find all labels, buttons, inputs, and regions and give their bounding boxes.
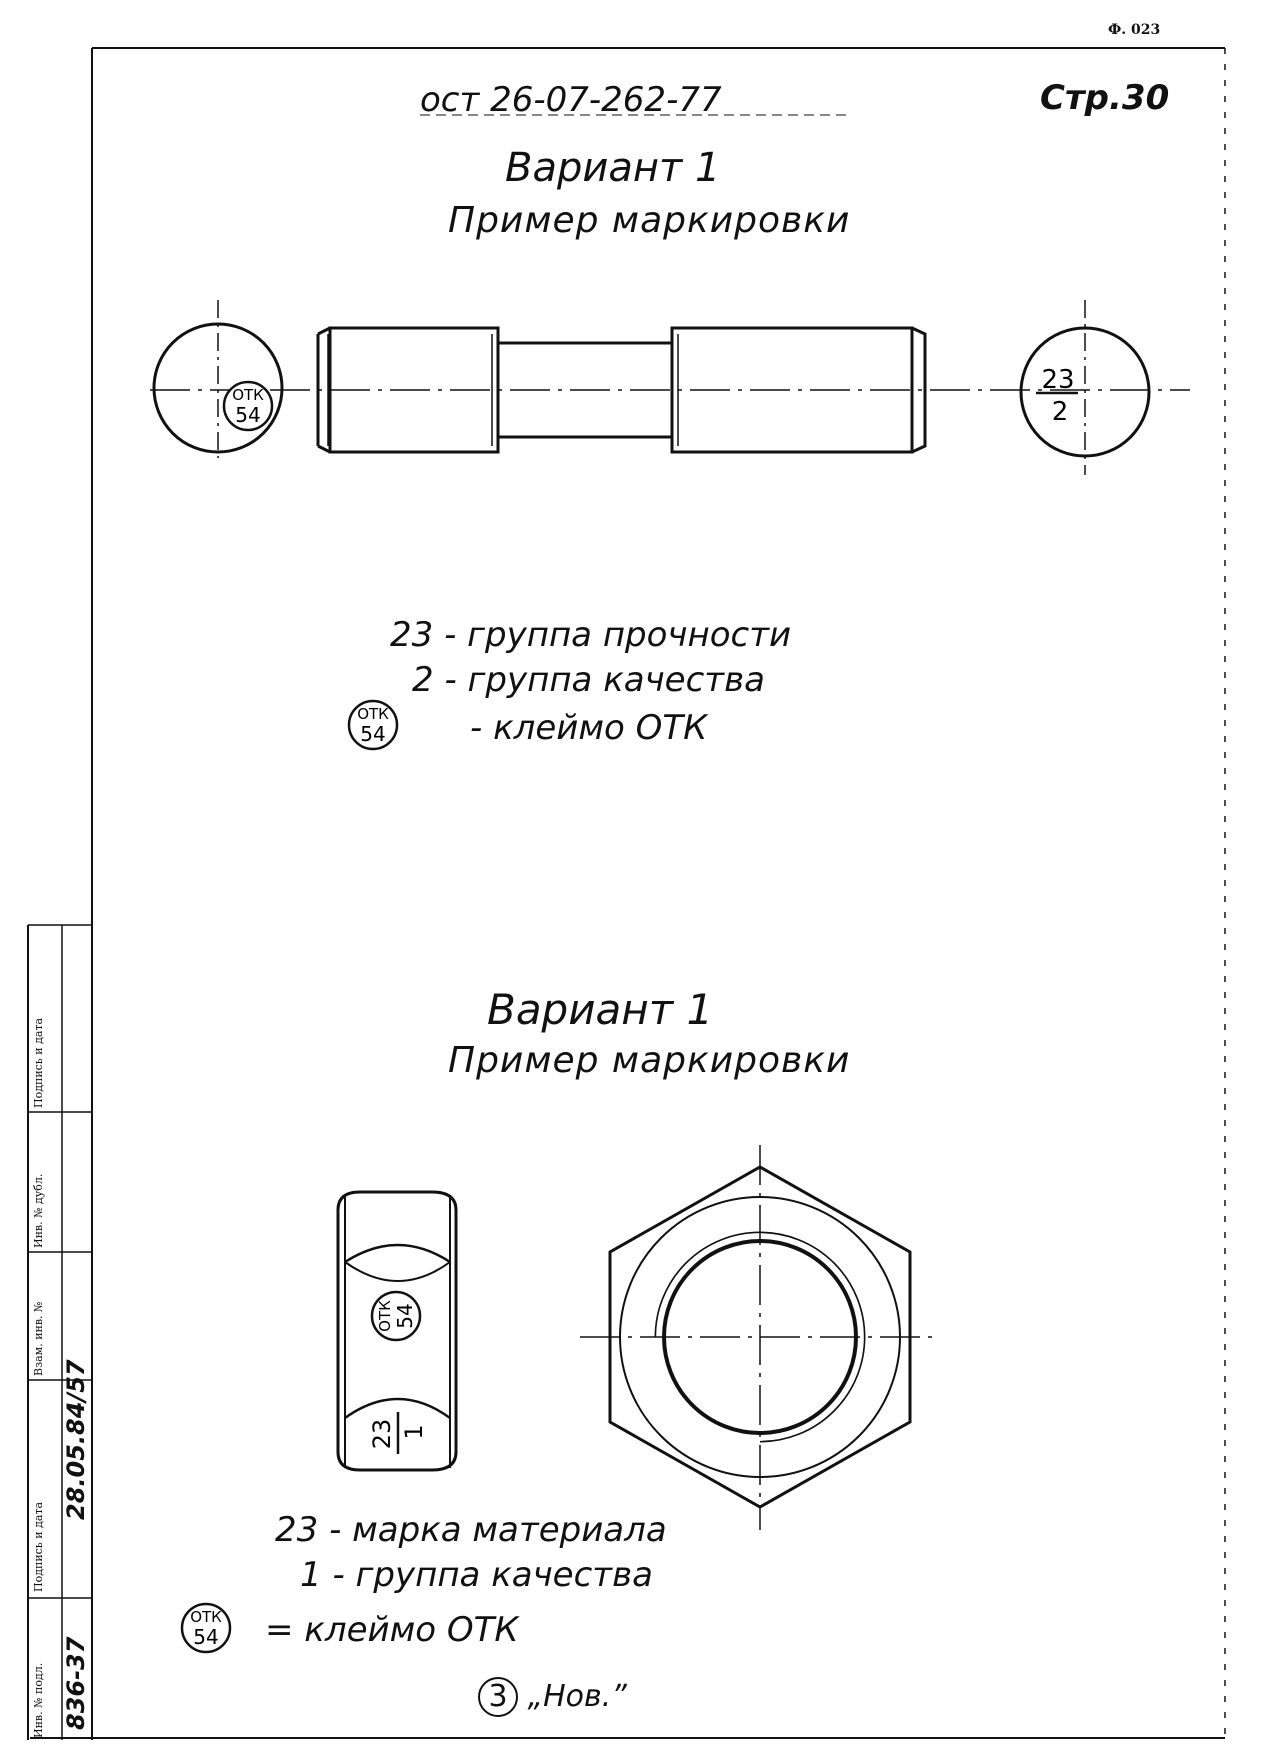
stamp-top: ОТК <box>190 1608 222 1626</box>
legend-value: 23 <box>275 1510 319 1550</box>
legend-text: - клеймо ОТК <box>470 708 708 748</box>
legend-value: 23 <box>390 615 434 655</box>
revision-number: 3 <box>478 1677 518 1717</box>
nut-face-arc <box>345 1262 450 1281</box>
variant-bottom-subtitle: Пример маркировки <box>448 1040 851 1081</box>
variant-bottom-title: Вариант 1 <box>487 985 714 1034</box>
otk-stamp-nut <box>372 1292 420 1340</box>
side-label-vzam: Взам. инв. № <box>32 1301 45 1376</box>
inventory-number: 836-37 <box>62 1636 90 1730</box>
stamp-bottom: 54 <box>193 1625 219 1649</box>
side-label-inv-dubl: Инв. № дубл. <box>32 1173 45 1248</box>
legend-text: - группа качества <box>332 1555 653 1595</box>
revision-text: „Нов.” <box>527 1679 627 1714</box>
fraction-numerator: 23 <box>1041 365 1075 395</box>
side-label-signature-1: Подпись и дата <box>32 1501 45 1592</box>
fraction-denominator: 1 <box>400 1424 428 1440</box>
legend-text: = клеймо ОТК <box>265 1610 519 1650</box>
legend-bottom-stamp <box>182 1604 230 1652</box>
page-number: Стр.30 <box>1040 78 1170 118</box>
fraction-denominator: 2 <box>1051 397 1069 427</box>
legend-text: - группа качества <box>444 660 765 700</box>
stamp-bottom: 54 <box>360 722 386 746</box>
stamp-bottom: 54 <box>235 403 261 427</box>
side-label-signature-2: Подпись и дата <box>32 1017 45 1108</box>
legend-value: 1 <box>300 1555 322 1595</box>
legend-value: 2 <box>412 660 434 700</box>
form-code: Ф. 023 <box>1108 22 1161 38</box>
nut-face-arc <box>345 1245 450 1262</box>
document-number: ост 26-07-262-77 <box>420 80 722 120</box>
stamp-bottom: 54 <box>393 1303 417 1329</box>
fraction-numerator: 23 <box>368 1418 396 1450</box>
signature-date: 28.05.84/57 <box>62 1359 90 1520</box>
legend-text: - марка материала <box>329 1510 667 1550</box>
legend-top-stamp <box>349 701 397 749</box>
stamp-top: ОТК <box>357 705 389 723</box>
stamp-top: ОТК <box>232 386 264 404</box>
fraction-nut <box>368 1412 428 1454</box>
legend-text: - группа прочности <box>444 615 792 655</box>
variant-top-title: Вариант 1 <box>505 145 721 191</box>
otk-stamp-top-view <box>224 382 272 430</box>
variant-top-subtitle: Пример маркировки <box>448 200 851 241</box>
fraction-top-view <box>1036 365 1078 427</box>
stamp-top: ОТК <box>376 1300 394 1332</box>
side-label-inv-podl: Инв. № подл. <box>32 1662 45 1738</box>
